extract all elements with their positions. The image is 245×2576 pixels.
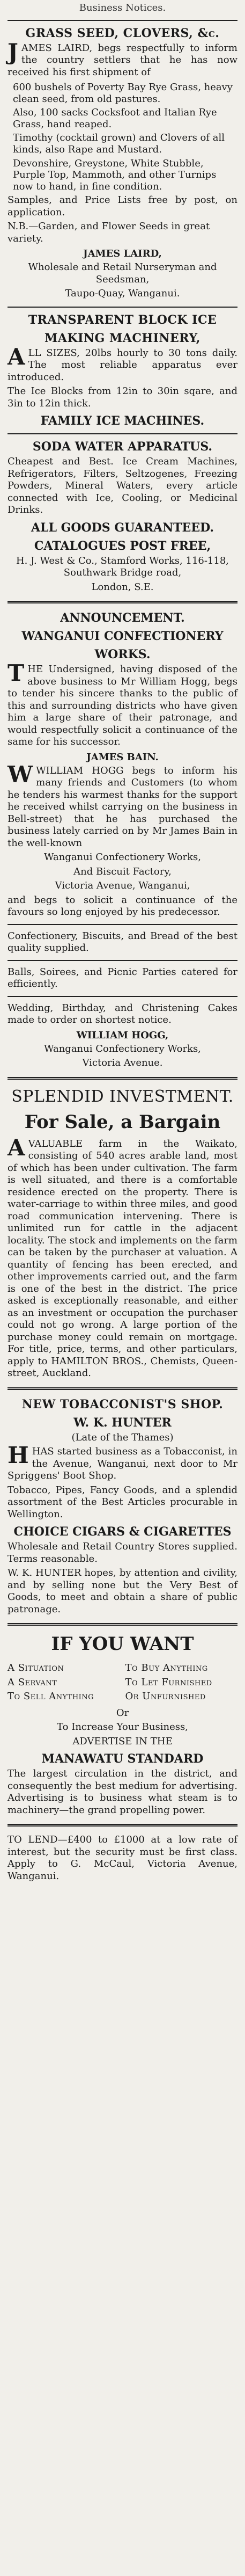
tobacconist-body-1 xyxy=(8,1442,237,1482)
announcement-company-line2: WORKS. xyxy=(94,647,151,662)
tobacconist-name: W. K. HUNTER xyxy=(73,1415,172,1430)
business-notices-label: Business Notices. xyxy=(79,2,166,13)
ice-sizes xyxy=(8,343,237,384)
announcement-works-line1: Wanganui Confectionery Works, xyxy=(44,852,201,863)
divider-3 xyxy=(8,1077,237,1080)
grass-item: Timothy (cocktail grown) and Clovers of all kinds, also Rape and Mustard. xyxy=(13,132,225,155)
ifyouwant-left-item: To Sell Anything xyxy=(8,1691,94,1702)
grass-signature-line2: Taupo-Quay, Wanganui. xyxy=(65,288,180,300)
ice-maker-line1: H. J. West & Co., Stamford Works, 116-118, Southwark Bridge road, xyxy=(16,555,229,579)
dropcap-a-2: A xyxy=(8,1134,25,1161)
ifyouwant-col-right xyxy=(125,1660,238,1705)
announcement-cakes: Wedding, Birthday, and Christening Cakes made to order on shortest notice. xyxy=(8,1002,237,1026)
ice-guaranteed: ALL GOODS GUARANTEED. xyxy=(31,520,214,535)
to-lend xyxy=(8,1834,237,1882)
grass-item: 600 bushels of Poverty Bay Rye Grass, heavy clean seed, from old pastures. xyxy=(13,82,233,105)
ice-soda: SODA WATER APPARATUS. xyxy=(32,440,213,454)
announcement-heading: ANNOUNCEMENT. xyxy=(60,611,185,625)
ice-title-line2: MAKING MACHINERY, xyxy=(44,331,201,345)
ice-blocks: The Ice Blocks from 12in to 30in sqare, and 3in to 12in thick. xyxy=(8,385,237,409)
ice-family: FAMILY ICE MACHINES. xyxy=(40,414,205,428)
divider-ice-1 xyxy=(8,433,237,434)
divider-5 xyxy=(8,1623,237,1626)
announcement-body-3: and begs to solicit a continuance of the favours so long enjoyed by his predecessor. xyxy=(8,894,237,918)
dropcap-t: T xyxy=(8,660,25,687)
divider-announcement-3 xyxy=(8,996,237,997)
dropcap-a: A xyxy=(8,343,25,370)
grass-items xyxy=(8,82,237,192)
if-you-want xyxy=(8,1633,237,1816)
announcement-balls: Balls, Soirees, and Picnic Parties catered for efficiently. xyxy=(8,966,237,990)
grass-signature-line1: Wholesale and Retail Nurseryman and Seedsman, xyxy=(28,261,217,285)
grass-samples: Samples, and Price Lists free by post, on application. xyxy=(8,194,237,218)
splendid-title: SPLENDID INVESTMENT. xyxy=(11,1087,234,1106)
splendid-body xyxy=(8,1134,237,1380)
announcement-sign-2-line1: Wanganui Confectionery Works, xyxy=(44,1043,201,1054)
ice-maker-line2: London, S.E. xyxy=(91,581,154,593)
divider-4 xyxy=(8,1387,237,1390)
tobacconist xyxy=(8,1398,237,1616)
ifyouwant-right-item: To Buy Anything xyxy=(125,1662,208,1674)
ifyouwant-increase: To Increase Your Business, xyxy=(57,1721,188,1733)
tobacconist-late: (Late of the Thames) xyxy=(71,1431,174,1443)
announcement-confect: Confectionery, Biscuits, and Bread of the best quality supplied. xyxy=(8,930,237,954)
ice-sizes-text: LL SIZES, 20lbs hourly to 30 tons daily. The most reliable apparatus ever introduced. xyxy=(8,347,237,383)
announcement-body-2-text: WILLIAM HOGG begs to inform his many friends and Customers (to whom he tenders his warmest thanks for the support he received whilst carrying on the business in Bell-street) that he has purchased the business lately carried on by Mr James Bain in the well-known xyxy=(8,765,237,849)
grass-intro-text: AMES LAIRD, begs respectfully to inform the country settlers that he has now received his first shipment of xyxy=(8,42,237,78)
ice-catalogue: CATALOGUES POST FREE, xyxy=(34,539,211,553)
splendid-subtitle: For Sale, a Bargain xyxy=(24,1111,221,1133)
ifyouwant-or: Or xyxy=(116,1707,129,1719)
lend-body: TO LEND—£400 to £1000 at a low rate of interest, but the security must be first class. Apply to G. McCaul, Victoria Avenue, Wanganui. xyxy=(8,1834,237,1882)
announcement-company-line1: WANGANUI CONFECTIONERY xyxy=(21,629,224,644)
tobacconist-body-1-text: HAS started business as a Tobacconist, in the Avenue, Wanganui, next door to Mr Spriggens' Boot Shop. xyxy=(8,1446,237,1482)
announcement-works-line3: Victoria Avenue, Wanganui, xyxy=(55,880,190,892)
announcement-body-1 xyxy=(8,660,237,748)
dropcap-h: H xyxy=(8,1442,29,1469)
ifyouwant-left-item: A Situation xyxy=(8,1662,64,1674)
announcement-sign-1: JAMES BAIN. xyxy=(86,751,159,763)
bottom-filler xyxy=(8,1889,237,2211)
divider-6 xyxy=(8,1824,237,1827)
divider-2 xyxy=(8,601,237,603)
announcement xyxy=(8,611,237,1069)
grass-title: GRASS SEED, CLOVERS, &c. xyxy=(25,26,220,40)
grass-item: Also, 100 sacks Cocksfoot and Italian Rye Grass, hand reaped. xyxy=(13,107,217,130)
grass-intro xyxy=(8,38,237,79)
notice-grass-seed xyxy=(8,26,237,300)
ifyouwant-heading: IF YOU WANT xyxy=(51,1633,194,1655)
dropcap-w: W xyxy=(8,761,33,788)
tobacconist-cigars: CHOICE CIGARS & CIGARETTES xyxy=(13,1525,232,1539)
ifyouwant-body: The largest circulation in the district, and consequently the best medium for advertising. Advertising is to business what steam is to machinery—the grand propelling power. xyxy=(8,1768,237,1816)
dropcap-j: J xyxy=(8,38,18,65)
announcement-body-2 xyxy=(8,761,237,850)
ice-title-line1: TRANSPARENT BLOCK ICE xyxy=(28,312,217,327)
divider-top xyxy=(8,20,237,21)
divider-announcement-1 xyxy=(8,924,237,925)
ifyouwant-paper: MANAWATU STANDARD xyxy=(41,1752,204,1766)
ifyouwant-columns xyxy=(8,1660,237,1705)
announcement-sign-2-line2: Victoria Avenue. xyxy=(82,1057,163,1069)
ifyouwant-left-item: A Servant xyxy=(8,1676,57,1688)
divider-announcement-2 xyxy=(8,960,237,961)
ice-cheapest: Cheapest and Best. Ice Cream Machines, Refrigerators, Filters, Seltzogenes, Freezing Powders, Mineral Waters, every article connected with Ice, Cooling, or Medicinal Drinks. xyxy=(8,456,237,516)
grass-note: N.B.—Garden, and Flower Seeds in great variety. xyxy=(8,221,210,244)
announcement-works-line2: And Biscuit Factory, xyxy=(73,865,172,877)
ifyouwant-col-left xyxy=(8,1660,120,1705)
tobacconist-wholesale: Wholesale and Retail Country Stores supplied. Terms reasonable. xyxy=(8,1541,237,1564)
ifyouwant-right-item: To Let Furnished xyxy=(125,1676,212,1688)
grass-item: Devonshire, Greystone, White Stubble, Purple Top, Mammoth, and other Turnips now to hand, in fine condition. xyxy=(13,157,217,192)
ifyouwant-right-item: Or Unfurnished xyxy=(125,1691,206,1702)
splendid-investment xyxy=(8,1087,237,1380)
notice-ice-machinery xyxy=(8,313,237,594)
divider-1 xyxy=(8,307,237,308)
announcement-body-1-text: HE Undersigned, having disposed of the above business to Mr William Hogg, begs to tender his sincere thanks to the public of this and surrounding districts who have given him a large share of their patronage, and would respectfully solicit a continuance of the same for his successor. xyxy=(8,664,237,748)
tobacconist-body-2: Tobacco, Pipes, Fancy Goods, and a splendid assortment of the Best Articles procurable in Wellington. xyxy=(8,1484,237,1520)
tobacconist-body-3: W. K. HUNTER hopes, by attention and civility, and by selling none but the Very Best of Goods, to meet and obtain a share of public patronage. xyxy=(8,1567,237,1615)
ifyouwant-advertise: ADVERTISE IN THE xyxy=(72,1735,173,1747)
splendid-body-text: VALUABLE farm in the Waikato, consisting of 540 acres arable land, most of which has been under cultivation. The farm is well situated, and there is a comfortable residence erected on the property. There is water-carriage to within three miles, and good road communication intervening. There is unlimited run for cattle in the adjacent locality. The stock and implements on the farm can be taken by the purchaser at valuation. A quantity of fencing has been erected, and other improvements carried out, and the farm is one of the best in the district. The price asked is exceptionally reasonable, and either as an investment or occupation the purchaser could not go wrong. A large portion of the purchase money could remain on mortgage. For title, price, terms, and other particulars, apply to HAMILTON BROS., Chemists, Queen-street, Auckland. xyxy=(8,1138,237,1379)
grass-signature-name: JAMES LAIRD, xyxy=(83,248,162,260)
announcement-sign-2-name: WILLIAM HOGG, xyxy=(76,1029,169,1041)
tobacconist-title: NEW TOBACCONIST'S SHOP. xyxy=(21,1397,224,1411)
